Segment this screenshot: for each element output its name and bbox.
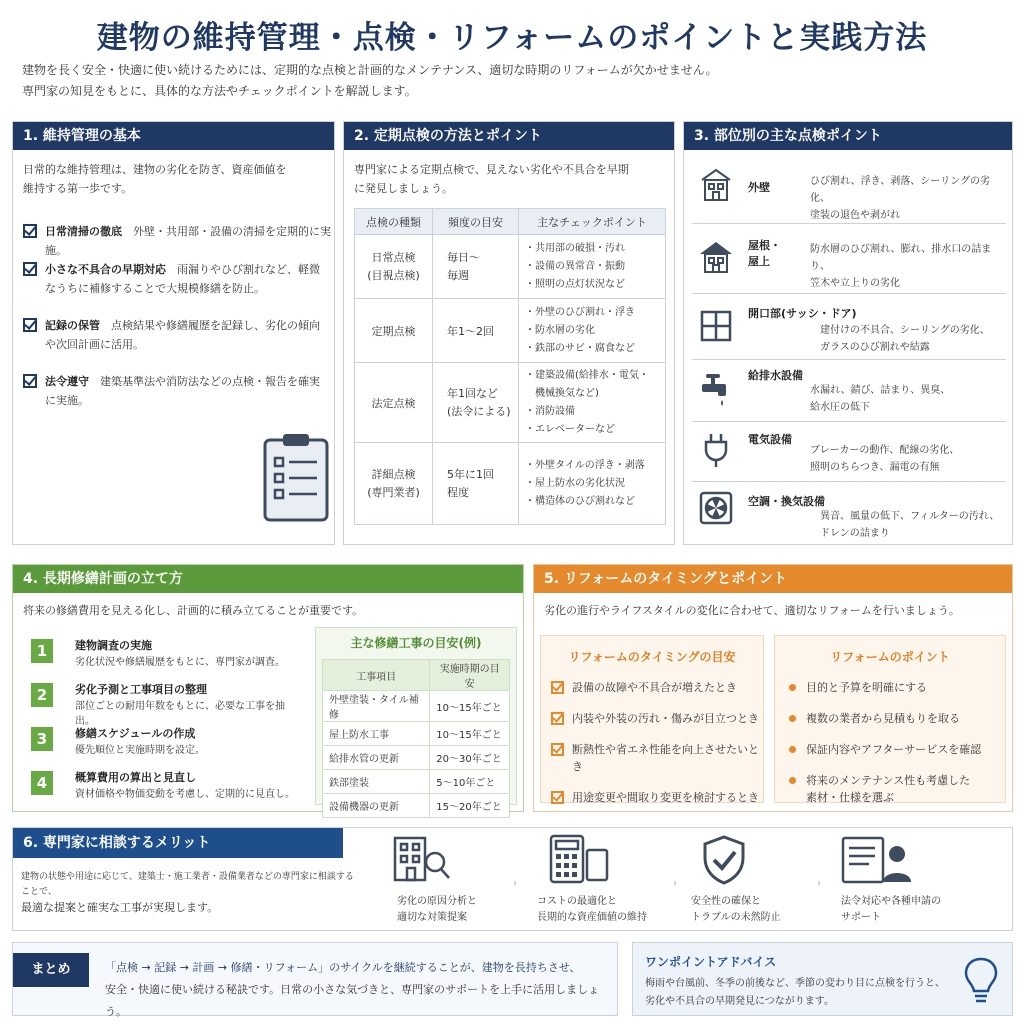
column-header: 工事項目 (323, 660, 430, 691)
name-line: 給排水設備 (748, 369, 803, 382)
column-header: 実施時期の目安 (430, 660, 510, 691)
item-text: 将来のメンテナンス性も考慮した (806, 774, 971, 787)
desc-line: 塗装の退色や剥がれ (810, 210, 900, 221)
inspection-row-plumbing (692, 360, 1006, 422)
advice-box (632, 942, 1013, 1016)
section-lead (354, 160, 629, 198)
plug-icon (698, 432, 734, 468)
inspection-row-roof (692, 224, 1006, 294)
step-item (19, 715, 303, 759)
building-search-icon (391, 834, 455, 884)
desc-line: 水漏れ、錆び、詰まり、異臭、 (810, 385, 951, 396)
inspection-row-exterior (692, 160, 1006, 224)
table-cell: 10〜15年ごと (430, 722, 510, 746)
section-maintenance-basics (12, 121, 335, 545)
column-header: 主なチェックポイント (519, 209, 666, 235)
cell-line: ・照明の点灯状況など (525, 278, 625, 290)
item-desc: に実施。 (45, 394, 89, 407)
check-icon (23, 318, 37, 332)
cell-line: 詳細点検 (371, 467, 416, 481)
part-desc (810, 442, 959, 476)
table-row (355, 235, 666, 299)
table-cell (433, 363, 519, 443)
part-name (748, 238, 781, 270)
table-cell: 法定点検 (355, 363, 433, 443)
part-desc (810, 241, 1006, 292)
table-cell (519, 299, 666, 363)
text-line: 適切な対策提案 (397, 912, 467, 923)
table-cell: 給排水管の更新 (323, 746, 430, 770)
section-heading: 2. 定期点検の方法とポイント (344, 122, 674, 150)
check-icon (23, 224, 37, 238)
merit-text (537, 894, 647, 926)
cell-line: 5年に1回 (447, 467, 494, 481)
desc-line: ひび割れ、浮き、剥落、シーリングの劣化、 (810, 176, 990, 204)
list-item (551, 710, 763, 727)
section-lead (21, 870, 361, 915)
desc-line: 異音、風量の低下、フィルターの汚れ、 (820, 511, 1000, 522)
section-reform (533, 564, 1013, 812)
part-desc (810, 382, 950, 416)
list-item (787, 679, 1005, 696)
merit-text (841, 894, 941, 926)
plan-steps (19, 627, 303, 807)
section-expert-merits (12, 827, 1013, 931)
cell-line: (法令による) (447, 404, 511, 418)
name-line: 外壁 (748, 181, 770, 194)
merit-item (839, 834, 999, 926)
cell-line: ・建築設備(給排水・電気・ (525, 369, 649, 381)
intro-line: 建物を長く安全・快適に使い続けるためには、定期的な点検と計画的なメンテナンス、適切な時期のリフォームが欠かせません。 (22, 63, 718, 77)
item-text: 設備の故障や不具合が増えたとき (572, 681, 737, 694)
section-heading: 5. リフォームのタイミングとポイント (534, 565, 1012, 593)
page-title: 建物の維持管理・点検・リフォームのポイントと実践方法 (96, 20, 928, 56)
merit-text (397, 894, 477, 926)
lightbulb-icon (961, 955, 1001, 1007)
table-header-row (323, 660, 510, 691)
desc-line: 防水層のひび割れ、膨れ、排水口の詰まり、 (810, 244, 992, 272)
item-desc: 建築基準法や消防法などの点検・報告を確実 (100, 375, 320, 388)
cell-line: 年1回など (447, 386, 498, 400)
step-desc: 優先順位と実施時期を設定。 (75, 745, 205, 756)
check-icon (551, 791, 564, 804)
step-number: 2 (31, 683, 53, 707)
intro-text (22, 60, 718, 102)
text-line: トラブルの未然防止 (691, 912, 781, 923)
summary-label: まとめ (13, 953, 89, 987)
inspection-row-openings (692, 294, 1006, 360)
cell-line: ・共用部の破損・汚れ (525, 242, 625, 254)
table-cell: 外壁塗装・タイル補修 (323, 691, 430, 722)
intro-line: 専門家の知見をもとに、具体的な方法やチェックポイントを解説します。 (22, 84, 417, 98)
repair-table (322, 659, 510, 818)
calculator-icon (547, 834, 611, 884)
item-desc: 点検結果や修繕履歴を記録し、劣化の傾向 (111, 319, 320, 332)
table-row (323, 770, 510, 794)
table-cell (519, 443, 666, 525)
desc-line: ブレーカーの動作、配線の劣化、 (810, 445, 960, 456)
cell-line: ・外壁タイルの浮き・剥落 (525, 459, 645, 471)
column-header: 点検の種類 (355, 209, 433, 235)
step-number: 3 (31, 727, 53, 751)
section-heading: 3. 部位別の主な点検ポイント (684, 122, 1012, 150)
summary-line-text: 「点検 → 記録 → 計画 → 修繕・リフォーム」のサイクルを継続することが、建物を長持ちさせ、 (105, 961, 581, 974)
item-text: 用途変更や間取り変更を検討するとき (572, 791, 759, 804)
cell-line: ・屋上防水の劣化状況 (525, 477, 625, 489)
cell-line: ・構造体のひび割れなど (525, 495, 635, 507)
item-title: 小さな不具合の早期対応 (45, 263, 166, 276)
bullet-icon (789, 715, 796, 722)
text-line: 劣化の原因分析と (397, 896, 477, 907)
advice-text (645, 975, 955, 1011)
name-line: 電気設備 (748, 433, 792, 446)
cell-line: ・設備の異常音・振動 (525, 260, 625, 272)
arrow-icon: › (673, 878, 677, 889)
cell-line: (目視点検) (367, 268, 420, 282)
advice-line: 梅雨や台風前、冬季の前後など、季節の変わり目に点検を行うと、 (645, 978, 945, 989)
step-number: 1 (31, 639, 53, 663)
text-line: 安全性の確保と (691, 896, 761, 907)
table-row (355, 363, 666, 443)
table-cell: 5〜10年ごと (430, 770, 510, 794)
table-title: 主な修繕工事の目安(例) (350, 636, 482, 650)
shield-check-icon (699, 834, 749, 886)
step-item (19, 671, 303, 727)
part-name (748, 180, 770, 196)
inspection-row-hvac (692, 482, 1006, 542)
part-name (748, 494, 825, 510)
table-row (323, 691, 510, 722)
section-part-inspection (683, 121, 1013, 545)
list-item (551, 789, 763, 806)
item-desc: 外壁・共用部・設備の清掃を定期的に実施。 (45, 225, 331, 257)
table-cell (355, 443, 433, 525)
merit-item (535, 834, 685, 926)
text-line: コストの最適化と (537, 896, 617, 907)
desc-line: 給水圧の低下 (810, 402, 870, 413)
step-title: 劣化予測と工事項目の整理 (75, 683, 207, 696)
summary-text (105, 957, 613, 1023)
lead-line: 日常的な維持管理は、建物の劣化を防ぎ、資産価値を (23, 163, 287, 176)
bullet-icon (789, 684, 796, 691)
window-icon (698, 308, 734, 344)
lead-line: 最適な提案と確実な工事が実現します。 (21, 901, 219, 914)
name-line: 屋根・ (748, 239, 781, 252)
advice-line: 劣化や不具合の早期発見につながります。 (645, 996, 834, 1007)
item-desc: 雨漏りやひび割れなど、軽微 (177, 263, 320, 276)
cell-line: 機械換気など) (525, 387, 599, 399)
section-heading: 6. 専門家に相談するメリット (13, 828, 343, 858)
item-desc: なうちに補修することで大規模修繕を防止。 (45, 282, 265, 295)
advice-title: ワンポイントアドバイス (645, 955, 777, 969)
item-title: 日常清掃の徹底 (45, 225, 122, 238)
cell-line: ・外壁のひび割れ・浮き (525, 306, 635, 318)
reform-points-box (774, 635, 1006, 803)
check-icon (551, 712, 564, 725)
item-text: 複数の業者から見積もりを取る (806, 712, 960, 725)
step-number: 4 (31, 771, 53, 795)
desc-line: ガラスのひび割れや結露 (820, 342, 930, 353)
table-row (323, 722, 510, 746)
item-text: 保証内容やアフターサービスを確認 (806, 743, 982, 756)
item-text: 目的と予算を明確にする (806, 681, 927, 694)
list-item (23, 260, 333, 316)
table-cell (519, 235, 666, 299)
name-line: 空調・換気設備 (748, 495, 825, 508)
part-name (748, 368, 803, 384)
text-line: 長期的な資産価値の維持 (537, 912, 647, 923)
lead-line: 専門家による定期点検で、見えない劣化や不具合を早期 (354, 163, 629, 176)
step-title: 修繕スケジュールの作成 (75, 727, 196, 740)
table-row (323, 794, 510, 818)
list-item (551, 741, 763, 775)
text-line: サポート (841, 912, 881, 923)
lead-line: 建物の状態や用途に応じて、建築士・施工業者・設備業者などの専門家に相談することで、 (21, 872, 354, 897)
summary-line-text: 安全・快適に使い続ける秘訣です。日常の小さな気づきと、専門家のサポートを上手に活用しましょう。 (105, 983, 600, 1018)
cell-line: (専門業者) (367, 485, 420, 499)
step-item (19, 759, 303, 803)
table-cell (433, 235, 519, 299)
item-title: 法令遵守 (45, 375, 89, 388)
merit-text (691, 894, 781, 926)
document-person-icon (839, 834, 919, 886)
section-heading: 4. 長期修繕計画の立て方 (13, 565, 523, 593)
inspection-table (354, 208, 666, 525)
table-cell: 10〜15年ごと (430, 691, 510, 722)
table-cell (433, 443, 519, 525)
cell-line: 程度 (447, 485, 469, 499)
name-line: 屋上 (748, 255, 770, 268)
table-row (355, 443, 666, 525)
desc-line: 建付けの不具合、シーリングの劣化、 (820, 325, 990, 336)
bullet-icon (789, 777, 796, 784)
cell-line: 毎週 (447, 268, 469, 282)
list-item (23, 372, 333, 428)
clipboard-icon (261, 432, 331, 522)
table-row (355, 299, 666, 363)
table-header-row (355, 209, 666, 235)
summary-line (105, 979, 613, 1023)
table-cell: 20〜30年ごと (430, 746, 510, 770)
basics-list (23, 222, 333, 428)
check-icon (23, 374, 37, 388)
summary-line (105, 957, 613, 979)
building-icon (698, 166, 734, 202)
check-icon (23, 262, 37, 276)
part-name (748, 306, 857, 322)
section-lead: 劣化の進行やライフスタイルの変化に合わせて、適切なリフォームを行いましょう。 (544, 604, 960, 617)
part-name (748, 432, 792, 448)
check-icon (551, 743, 564, 756)
list-item (551, 679, 763, 696)
name-line: 開口部(サッシ・ドア) (748, 307, 857, 320)
table-cell: 定期点検 (355, 299, 433, 363)
section-lead: 将来の修繕費用を見える化し、計画的に積み立てることが重要です。 (23, 604, 364, 617)
table-cell: 15〜20年ごと (430, 794, 510, 818)
list-item (23, 222, 333, 260)
list-item (787, 772, 1005, 806)
item-desc: や次回計画に活用。 (45, 338, 144, 351)
step-desc: 部位ごとの耐用年数をもとに、必要な工事を抽出。 (75, 701, 285, 727)
box-title: リフォームのタイミングの目安 (568, 650, 736, 664)
inspection-row-electrical (692, 422, 1006, 482)
house-roof-icon (698, 238, 734, 274)
lead-line: に発見しましょう。 (354, 182, 453, 195)
summary-box (12, 942, 618, 1016)
table-row (323, 746, 510, 770)
item-text: 素材・仕様を選ぶ (806, 791, 894, 804)
table-cell: 設備機器の更新 (323, 794, 430, 818)
desc-line: 笠木や立上りの劣化 (810, 278, 900, 289)
list-item (23, 316, 333, 372)
repair-schedule-box (315, 627, 517, 813)
text-line: 法令対応や各種申請の (841, 896, 941, 907)
step-title: 建物調査の実施 (75, 639, 152, 652)
table-cell: 年1〜2回 (433, 299, 519, 363)
item-text: 内装や外装の汚れ・傷みが目立つとき (572, 712, 759, 725)
cell-line: 日常点検 (371, 250, 416, 264)
timing-list (541, 679, 763, 806)
table-cell (519, 363, 666, 443)
section-heading: 1. 維持管理の基本 (13, 122, 334, 150)
table-cell: 屋上防水工事 (323, 722, 430, 746)
step-desc: 劣化状況や修繕履歴をもとに、専門家が調査。 (75, 657, 285, 668)
step-item (19, 627, 303, 671)
step-title: 概算費用の算出と見直し (75, 771, 196, 784)
item-title: 記録の保管 (45, 319, 100, 332)
cell-line: ・消防設備 (525, 405, 575, 417)
cell-line: ・エレベーターなど (525, 423, 615, 435)
desc-line: 照明のちらつき、漏電の有無 (810, 462, 940, 473)
arrow-icon: › (513, 878, 517, 889)
box-title: リフォームのポイント (830, 650, 950, 664)
fan-icon (698, 490, 734, 526)
cell-line: ・防水層の劣化 (525, 324, 595, 336)
bullet-icon (789, 746, 796, 753)
table-cell (355, 235, 433, 299)
section-long-term-plan (12, 564, 524, 812)
item-text: 断熱性や省エネ性能を向上させたいとき (572, 743, 759, 773)
part-desc (810, 173, 1006, 224)
section-periodic-inspection (343, 121, 675, 545)
part-desc (820, 322, 990, 356)
check-icon (551, 681, 564, 694)
faucet-icon (698, 372, 734, 408)
desc-line: ドレンの詰まり (820, 528, 890, 539)
cell-line: 毎日〜 (447, 250, 480, 264)
arrow-icon: › (817, 878, 821, 889)
table-cell: 鉄部塗装 (323, 770, 430, 794)
lead-line: 維持する第一歩です。 (23, 182, 133, 195)
step-desc: 資材価格や物価変動を考慮し、定期的に見直し。 (75, 789, 295, 800)
column-header: 頻度の目安 (433, 209, 519, 235)
list-item (787, 741, 1005, 758)
list-item (787, 710, 1005, 727)
section-lead (23, 160, 287, 198)
part-desc (820, 508, 999, 542)
points-list (775, 679, 1005, 806)
cell-line: ・鉄部のサビ・腐食など (525, 342, 635, 354)
reform-timing-box (540, 635, 764, 803)
